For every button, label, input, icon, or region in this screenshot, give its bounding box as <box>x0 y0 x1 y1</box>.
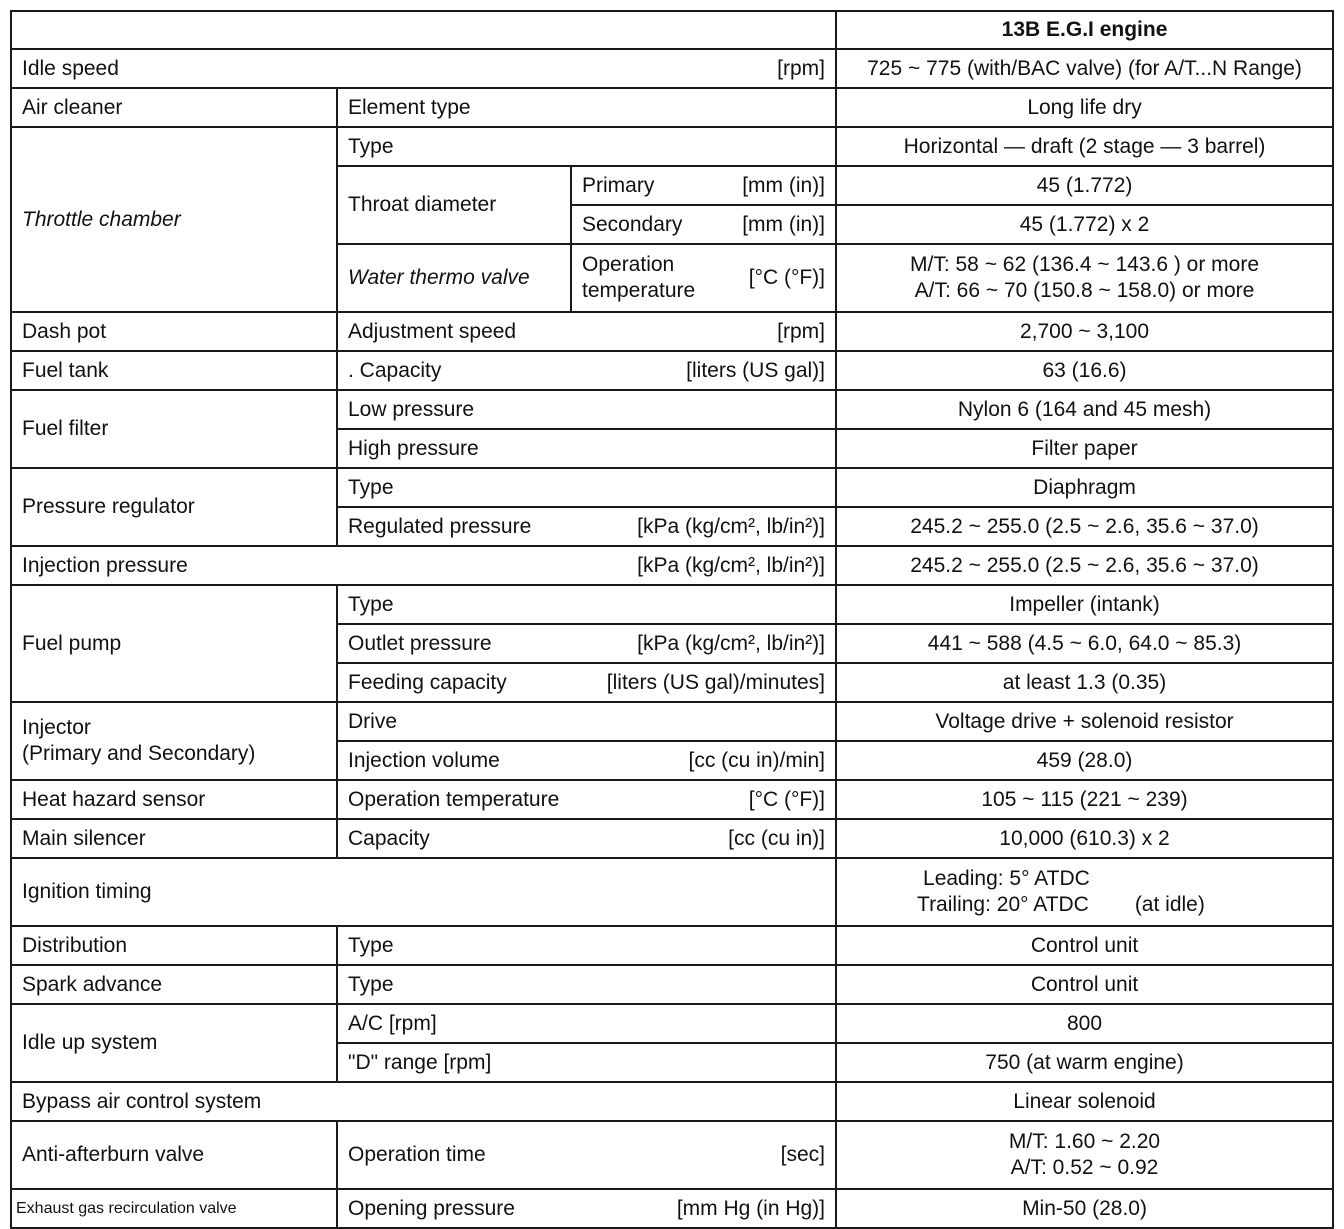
item-label: Fuel pump <box>11 585 337 702</box>
sub-label: Type <box>337 585 836 624</box>
sub-label: Element type <box>337 88 836 127</box>
row-injector-drive <box>11 702 1333 741</box>
value-line: M/T: 58 ~ 62 (136.4 ~ 143.6 ) or more <box>910 253 1260 276</box>
item-label: Idle speed <box>22 56 119 80</box>
row-fuel-pump-type <box>11 585 1333 624</box>
value-cell: Control unit <box>836 926 1333 965</box>
unit-label: [cc (cu in)] <box>728 826 826 850</box>
item-label: Fuel tank <box>11 351 337 390</box>
row-idle-up-ac <box>11 1004 1333 1043</box>
sub-label: Outlet pressure <box>348 631 492 655</box>
value-cell: Long life dry <box>836 88 1333 127</box>
header-row <box>11 11 1333 49</box>
value-cell: Impeller (intank) <box>836 585 1333 624</box>
item-label: Distribution <box>11 926 337 965</box>
value-line: Trailing: 20° ATDC <box>917 893 1089 916</box>
item-label: Exhaust gas recirculation valve <box>11 1189 337 1228</box>
value-cell: Linear solenoid <box>836 1082 1333 1121</box>
sub-label: Type <box>337 926 836 965</box>
row-air-cleaner <box>11 88 1333 127</box>
sub-label: Opening pressure <box>348 1196 515 1220</box>
item-label: Idle up system <box>11 1004 337 1082</box>
row-dash-pot <box>11 312 1333 351</box>
unit-label: [rpm] <box>777 56 826 80</box>
row-pressure-regulator-type <box>11 468 1333 507</box>
value-cell: 10,000 (610.3) x 2 <box>836 819 1333 858</box>
sub-label: Water thermo valve <box>337 244 571 312</box>
sub-label: Type <box>337 127 836 166</box>
value-line: A/T: 0.52 ~ 0.92 <box>1010 1156 1159 1179</box>
unit-label: [liters (US gal)] <box>686 358 826 382</box>
sub-label: "D" range [rpm] <box>337 1043 836 1082</box>
sub-sub-label: Secondary <box>582 212 683 236</box>
item-label: Throttle chamber <box>11 127 337 312</box>
unit-label: [liters (US gal)/minutes] <box>606 670 826 694</box>
value-cell: 45 (1.772) <box>836 166 1333 205</box>
value-cell: at least 1.3 (0.35) <box>836 663 1333 702</box>
value-line: A/T: 66 ~ 70 (150.8 ~ 158.0) or more <box>914 279 1255 302</box>
row-egr <box>11 1189 1333 1228</box>
value-line: M/T: 1.60 ~ 2.20 <box>1008 1130 1161 1153</box>
item-label: Dash pot <box>11 312 337 351</box>
unit-label: [°C (°F)] <box>748 266 826 289</box>
row-injection-pressure <box>11 546 1333 585</box>
row-ignition-timing <box>11 858 1333 926</box>
item-label: Main silencer <box>11 819 337 858</box>
unit-label: [rpm] <box>777 319 826 343</box>
item-label: Heat hazard sensor <box>11 780 337 819</box>
value-cell: Nylon 6 (164 and 45 mesh) <box>836 390 1333 429</box>
value-cell: 105 ~ 115 (221 ~ 239) <box>836 780 1333 819</box>
sub-label: Type <box>337 965 836 1004</box>
value-cell: 750 (at warm engine) <box>836 1043 1333 1082</box>
engine-header: 13B E.G.I engine <box>836 11 1333 49</box>
value-cell: Filter paper <box>836 429 1333 468</box>
header-blank-cell <box>11 11 836 49</box>
sub-label: Capacity <box>348 826 430 850</box>
sub-label: Feeding capacity <box>348 670 507 694</box>
sub-sub-label: Primary <box>582 173 655 197</box>
unit-label: [kPa (kg/cm², lb/in²)] <box>637 553 826 577</box>
sub-sub-label: Operation <box>582 253 675 276</box>
value-cell: 45 (1.772) x 2 <box>836 205 1333 244</box>
value-cell: Min-50 (28.0) <box>836 1189 1333 1228</box>
sub-label: Regulated pressure <box>348 514 532 538</box>
value-cell: 441 ~ 588 (4.5 ~ 6.0, 64.0 ~ 85.3) <box>836 624 1333 663</box>
value-cell: 725 ~ 775 (with/BAC valve) (for A/T...N Range) <box>836 49 1333 88</box>
value-line: Leading: 5° ATDC <box>923 867 1090 890</box>
value-cell: 245.2 ~ 255.0 (2.5 ~ 2.6, 35.6 ~ 37.0) <box>836 507 1333 546</box>
row-fuel-filter-low <box>11 390 1333 429</box>
row-distribution <box>11 926 1333 965</box>
sub-label: High pressure <box>337 429 836 468</box>
sub-label: Adjustment speed <box>348 319 517 343</box>
item-label: Anti-afterburn valve <box>11 1121 337 1189</box>
row-throttle-type <box>11 127 1333 166</box>
item-label: Ignition timing <box>11 858 836 926</box>
item-label: Injection pressure <box>22 553 188 577</box>
sub-label: Operation time <box>348 1143 486 1166</box>
unit-label: [mm (in)] <box>742 173 826 197</box>
value-cell: Diaphragm <box>836 468 1333 507</box>
value-cell: Control unit <box>836 965 1333 1004</box>
value-cell: 245.2 ~ 255.0 (2.5 ~ 2.6, 35.6 ~ 37.0) <box>836 546 1333 585</box>
unit-label: [cc (cu in)/min] <box>688 748 826 772</box>
unit-label: [°C (°F)] <box>748 787 826 811</box>
row-main-silencer <box>11 819 1333 858</box>
row-fuel-tank <box>11 351 1333 390</box>
unit-label: [mm (in)] <box>742 212 826 236</box>
sub-label: Type <box>337 468 836 507</box>
unit-label: [mm Hg (in Hg)] <box>676 1196 826 1220</box>
row-bypass <box>11 1082 1333 1121</box>
item-label: Injector <box>22 716 91 739</box>
item-label: Air cleaner <box>11 88 337 127</box>
spec-table <box>10 10 1334 1229</box>
value-cell: Horizontal — draft (2 stage — 3 barrel) <box>836 127 1333 166</box>
sub-label: Drive <box>337 702 836 741</box>
unit-label: [kPa (kg/cm², lb/in²)] <box>637 514 826 538</box>
value-cell: 63 (16.6) <box>836 351 1333 390</box>
value-note: (at idle) <box>1134 893 1205 916</box>
item-label: Pressure regulator <box>11 468 337 546</box>
sub-label: . Capacity <box>348 358 442 382</box>
row-idle-speed <box>11 49 1333 88</box>
sub-label: A/C [rpm] <box>337 1004 836 1043</box>
sub-sub-label: temperature <box>582 279 696 302</box>
value-cell: Voltage drive + solenoid resistor <box>836 702 1333 741</box>
item-label: (Primary and Secondary) <box>22 742 256 765</box>
row-spark-advance <box>11 965 1333 1004</box>
sub-label: Throat diameter <box>337 166 571 244</box>
sub-label: Injection volume <box>348 748 500 772</box>
row-heat-hazard <box>11 780 1333 819</box>
value-cell: 800 <box>836 1004 1333 1043</box>
item-label: Bypass air control system <box>11 1082 836 1121</box>
value-cell: 459 (28.0) <box>836 741 1333 780</box>
unit-label: [kPa (kg/cm², lb/in²)] <box>637 631 826 655</box>
unit-label: [sec] <box>780 1143 826 1166</box>
item-label: Fuel filter <box>11 390 337 468</box>
value-cell: 2,700 ~ 3,100 <box>836 312 1333 351</box>
sub-label: Operation temperature <box>348 787 560 811</box>
sub-label: Low pressure <box>337 390 836 429</box>
item-label: Spark advance <box>11 965 337 1004</box>
row-anti-afterburn <box>11 1121 1333 1189</box>
